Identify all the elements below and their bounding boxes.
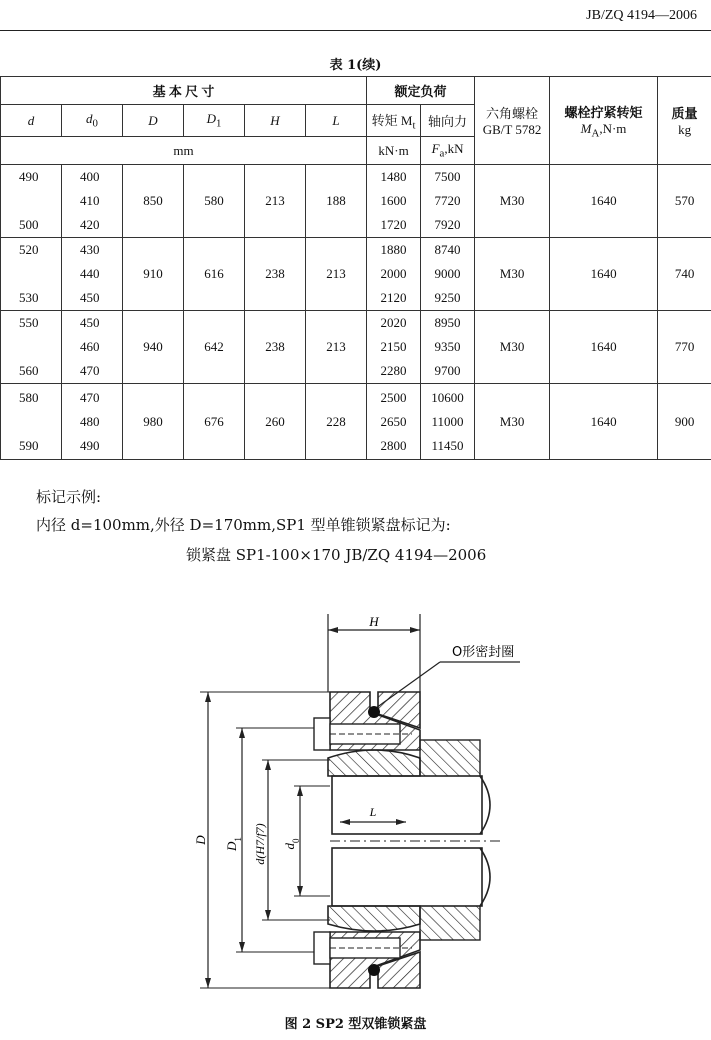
cell-Mt	[367, 384, 421, 460]
group-basic-dimensions: 基 本 尺 寸	[1, 77, 367, 105]
label-D: D	[193, 835, 208, 845]
cell-D: 980	[123, 384, 184, 460]
cell-line: 11450	[431, 437, 464, 453]
cell-H: 213	[245, 165, 306, 238]
label-L: L	[369, 805, 377, 819]
cell-line: 1480	[380, 169, 407, 184]
col-d0-header	[62, 105, 123, 137]
cell-line: 7920	[434, 217, 461, 232]
cell-line: 470	[80, 363, 100, 378]
cell-d0	[62, 384, 123, 460]
col-tighten-header	[550, 77, 658, 165]
col-d0-base: d	[86, 111, 93, 127]
example-mark: 锁紧盘 SP1-100×170 JB/ZQ 4194—2006	[186, 546, 487, 564]
label-oring: O形密封圈	[452, 645, 515, 660]
col-D1-base: D	[206, 111, 216, 127]
cell-line: 520	[19, 242, 39, 257]
cell-line: 1600	[380, 193, 407, 208]
col-tighten-unit-base: M	[580, 120, 592, 136]
label-d-fit: d(H7/f7)	[253, 823, 267, 865]
col-torque-label: 转矩 M	[371, 112, 413, 128]
dimension-H	[328, 614, 420, 692]
unit-mm: mm	[1, 137, 367, 165]
example-text: 内径 d=100mm,外径 D=170mm,SP1 型单锥锁紧盘标记为:	[36, 516, 451, 534]
cell-bolt: M30	[475, 165, 550, 238]
cell-D: 850	[123, 165, 184, 238]
figure-caption: 图 2 SP2 型双锥锁紧盘	[284, 1017, 427, 1032]
cell-H: 238	[245, 238, 306, 311]
cell-Fa	[421, 165, 475, 238]
cell-line: 8950	[434, 315, 461, 330]
cell-D1: 642	[184, 311, 245, 384]
cell-line: 9250	[434, 290, 461, 305]
cell-Fa	[421, 311, 475, 384]
cell-mass: 740	[658, 238, 711, 311]
cell-line: 7500	[434, 169, 461, 184]
cell-L: 213	[306, 311, 367, 384]
cell-d	[1, 165, 62, 238]
col-D1-sub: 1	[215, 117, 222, 130]
cell-line: 9700	[434, 363, 461, 378]
col-axial-unit-rest: ,kN	[444, 141, 464, 157]
cell-line: 1880	[380, 242, 407, 257]
cell-line: 2120	[380, 290, 407, 305]
label-D1: $D_1$	[224, 837, 243, 851]
dimension-D1	[224, 728, 320, 952]
cell-mass: 570	[658, 165, 711, 238]
standard-code: JB/ZQ 4194—2006	[586, 8, 697, 23]
dimension-d0	[282, 786, 330, 896]
cell-d0	[62, 238, 123, 311]
cell-line	[19, 189, 61, 213]
cell-line: 11000	[431, 413, 464, 429]
col-bolt-header	[475, 77, 550, 165]
cell-mass: 900	[658, 384, 711, 460]
col-bolt-label: 六角螺栓	[486, 106, 539, 121]
cell-line: 2280	[380, 363, 407, 378]
cell-d	[1, 311, 62, 384]
cell-L: 213	[306, 238, 367, 311]
cell-line: 420	[80, 217, 100, 232]
col-H-header: H	[245, 105, 306, 137]
cell-d	[1, 384, 62, 460]
cell-line	[19, 335, 61, 359]
cell-line: 490	[19, 169, 39, 184]
cell-D1: 580	[184, 165, 245, 238]
cell-L: 188	[306, 165, 367, 238]
col-L-header: L	[306, 105, 367, 137]
cell-bolt: M30	[475, 238, 550, 311]
col-axial-unit	[421, 137, 475, 165]
col-D-header: D	[123, 105, 184, 137]
table-row	[1, 165, 711, 238]
col-mass-unit: kg	[678, 122, 692, 137]
table-body	[1, 165, 711, 460]
cell-line: 490	[80, 437, 100, 453]
spec-table	[0, 76, 711, 460]
cell-H: 238	[245, 311, 306, 384]
col-D1-header	[184, 105, 245, 137]
cell-line: 1720	[380, 217, 407, 232]
cell-MA: 1640	[550, 311, 658, 384]
cell-MA: 1640	[550, 165, 658, 238]
cell-line: 450	[80, 290, 100, 305]
cell-line: 7720	[434, 193, 461, 208]
label-d0: $d_0$	[282, 838, 301, 850]
col-axial-unit-sub: a	[439, 147, 445, 160]
cell-line: 10600	[431, 389, 464, 405]
cell-Mt	[367, 238, 421, 311]
col-tighten-unit-rest: ,N·m	[599, 120, 627, 136]
group-rated-load: 额定负荷	[367, 77, 475, 105]
cell-line: 2020	[380, 315, 407, 330]
cell-MA: 1640	[550, 238, 658, 311]
col-d-header: d	[1, 105, 62, 137]
cell-line: 9000	[434, 266, 461, 281]
col-torque-unit: kN·m	[367, 137, 421, 165]
cell-Fa	[421, 384, 475, 460]
table-row	[1, 311, 711, 384]
cell-MA: 1640	[550, 384, 658, 460]
cell-d0	[62, 165, 123, 238]
cell-line: 560	[19, 363, 39, 378]
cell-D1: 676	[184, 384, 245, 460]
col-mass-header	[658, 77, 711, 165]
cell-D: 910	[123, 238, 184, 311]
cell-line: 430	[80, 242, 100, 257]
table-row	[1, 238, 711, 311]
col-axial-header: 轴向力	[421, 105, 475, 137]
cell-line: 9350	[434, 339, 461, 354]
col-mass-label: 质量	[671, 106, 698, 121]
cell-line: 2500	[380, 389, 407, 405]
lower-ring-assembly	[314, 906, 420, 988]
cell-line: 460	[80, 339, 100, 354]
cell-H: 260	[245, 384, 306, 460]
table-caption: 表 1(续)	[329, 58, 382, 73]
cell-line: 410	[80, 193, 100, 208]
cell-mass: 770	[658, 311, 711, 384]
cell-line: 530	[19, 290, 39, 305]
cell-Mt	[367, 311, 421, 384]
cell-bolt: M30	[475, 311, 550, 384]
upper-ring-assembly	[314, 692, 420, 776]
cell-D: 940	[123, 311, 184, 384]
cell-L: 228	[306, 384, 367, 460]
cell-bolt: M30	[475, 384, 550, 460]
cell-line: 450	[80, 315, 100, 330]
cell-line	[19, 262, 61, 286]
cell-d0	[62, 311, 123, 384]
cell-line: 590	[19, 437, 39, 453]
cell-line: 2650	[380, 413, 407, 429]
col-tighten-unit-sub: A	[591, 127, 600, 140]
table-row	[1, 384, 711, 460]
cell-line: 480	[80, 413, 100, 429]
cell-D1: 616	[184, 238, 245, 311]
cell-d	[1, 238, 62, 311]
cell-Fa	[421, 238, 475, 311]
cell-line: 2000	[380, 266, 407, 281]
cell-line: 550	[19, 315, 39, 330]
col-axial-unit-base: F	[431, 141, 440, 157]
cell-line: 8740	[434, 242, 461, 257]
col-bolt-std: GB/T 5782	[482, 122, 542, 137]
cell-line	[19, 410, 61, 434]
cell-line: 440	[80, 266, 100, 281]
cell-line: 580	[19, 389, 39, 405]
cell-line: 470	[80, 389, 100, 405]
col-torque-sub: t	[412, 119, 416, 132]
col-torque-header	[367, 105, 421, 137]
cell-line: 2800	[380, 437, 407, 453]
sp2-locking-disc-drawing	[0, 600, 711, 1008]
cell-Mt	[367, 165, 421, 238]
header-rule	[0, 30, 711, 31]
cell-line: 400	[80, 169, 100, 184]
example-heading: 标记示例:	[36, 488, 102, 506]
cell-line: 500	[19, 217, 39, 232]
col-tighten-label: 螺栓拧紧转矩	[564, 104, 643, 120]
label-H: H	[369, 614, 379, 629]
cell-line: 2150	[380, 339, 407, 354]
col-d0-sub: 0	[92, 117, 98, 130]
